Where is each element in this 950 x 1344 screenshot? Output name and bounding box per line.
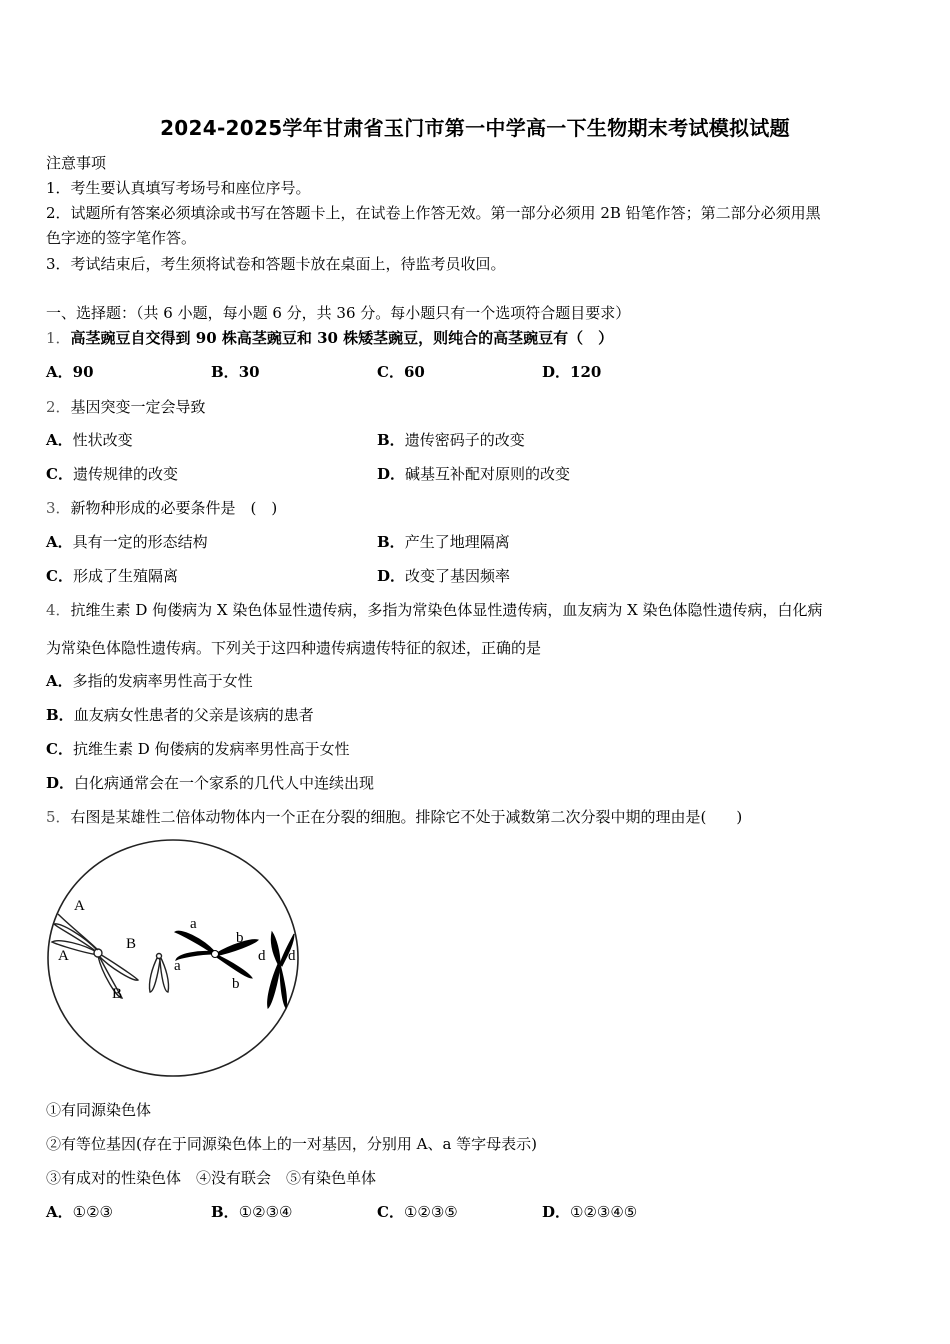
notice-heading: 注意事项 bbox=[46, 154, 107, 172]
gene-label-a: a bbox=[174, 958, 181, 974]
option-b[interactable]: B．产生了地理隔离 bbox=[377, 533, 510, 551]
option-a[interactable]: A．①②③ bbox=[46, 1203, 113, 1221]
gene-label-A: A bbox=[58, 948, 69, 964]
page-title: 2024-2025学年甘肃省玉门市第一中学高一下生物期末考试模拟试题 bbox=[160, 116, 790, 140]
option-a[interactable]: A．具有一定的形态结构 bbox=[46, 533, 208, 551]
chromosome-small bbox=[149, 954, 168, 993]
statement-2: ②有等位基因(存在于同源染色体上的一对基因，分别用 A、a 等字母表示) bbox=[46, 1135, 538, 1153]
chromosome-dd bbox=[268, 932, 294, 1008]
question-number: 2． bbox=[46, 398, 71, 416]
question-stem: 高茎豌豆自交得到 90 株高茎豌豆和 30 株矮茎豌豆，则纯合的高茎豌豆有（ ） bbox=[70, 329, 614, 347]
option-b[interactable]: B．30 bbox=[211, 363, 260, 381]
statement-1: ①有同源染色体 bbox=[46, 1101, 152, 1119]
gene-label-d: d bbox=[258, 948, 266, 964]
notice-item: 2．试题所有答案必须填涂或书写在答题卡上，在试卷上作答无效。第一部分必须用 2B 铅笔作答；第二部分必须用黑 bbox=[46, 204, 821, 222]
section-heading: 一、选择题：（共 6 小题，每小题 6 分，共 36 分。每小题只有一个选项符合题目要求） bbox=[46, 304, 631, 322]
option-b[interactable]: B．血友病女性患者的父亲是该病的患者 bbox=[46, 706, 314, 724]
gene-label-d: d bbox=[288, 948, 296, 964]
question-5 bbox=[46, 806, 742, 827]
question-number: 4． bbox=[46, 601, 71, 619]
option-a[interactable]: A．性状改变 bbox=[46, 431, 133, 449]
option-b[interactable]: B．①②③④ bbox=[211, 1203, 293, 1221]
option-a[interactable]: A．90 bbox=[46, 363, 94, 381]
question-1 bbox=[46, 327, 613, 348]
option-a[interactable]: A．多指的发病率男性高于女性 bbox=[46, 672, 253, 690]
option-c[interactable]: C．形成了生殖隔离 bbox=[46, 567, 178, 585]
question-number: 3． bbox=[46, 499, 71, 517]
statement-3: ③有成对的性染色体 ④没有联会 ⑤有染色单体 bbox=[46, 1169, 377, 1187]
gene-label-B: B bbox=[112, 986, 123, 1002]
gene-label-b: b bbox=[232, 976, 240, 992]
option-d[interactable]: D．白化病通常会在一个家系的几代人中连续出现 bbox=[46, 774, 375, 792]
question-number: 1． bbox=[46, 329, 71, 347]
option-b[interactable]: B．遗传密码子的改变 bbox=[377, 431, 525, 449]
notice-item: 3．考试结束后，考生须将试卷和答题卡放在桌面上，待监考员收回。 bbox=[46, 255, 506, 273]
question-stem-continued: 为常染色体隐性遗传病。下列关于这四种遗传病遗传特征的叙述，正确的是 bbox=[46, 639, 542, 657]
question-3 bbox=[46, 497, 277, 518]
option-c[interactable]: C．抗维生素 D 佝偻病的发病率男性高于女性 bbox=[46, 740, 350, 758]
question-stem: 抗维生素 D 佝偻病为 X 染色体显性遗传病，多指为常染色体显性遗传病，血友病为 X 染色体隐性遗传病，白化病 bbox=[70, 601, 823, 619]
question-stem: 新物种形成的必要条件是 ( ) bbox=[70, 499, 278, 517]
option-c[interactable]: C．60 bbox=[377, 363, 425, 381]
gene-label-b: b bbox=[236, 930, 244, 946]
question-stem: 基因突变一定会导致 bbox=[70, 398, 206, 416]
question-4 bbox=[46, 599, 823, 620]
notice-item: 色字迹的签字笔作答。 bbox=[46, 229, 197, 247]
question-stem: 右图是某雄性二倍体动物体内一个正在分裂的细胞。排除它不处于减数第二次分裂中期的理由是( ) bbox=[70, 808, 743, 826]
gene-label-B: B bbox=[126, 936, 137, 952]
question-2 bbox=[46, 396, 206, 417]
option-c[interactable]: C．①②③⑤ bbox=[377, 1203, 458, 1221]
cell-division-figure bbox=[40, 832, 310, 1084]
gene-label-A: A bbox=[74, 898, 85, 914]
option-d[interactable]: D．改变了基因频率 bbox=[377, 567, 511, 585]
notice-item: 1．考生要认真填写考场号和座位序号。 bbox=[46, 179, 311, 197]
option-d[interactable]: D．120 bbox=[542, 363, 602, 381]
gene-label-a: a bbox=[190, 916, 197, 932]
option-c[interactable]: C．遗传规律的改变 bbox=[46, 465, 178, 483]
chromosome-ab-lower bbox=[175, 931, 258, 978]
option-d[interactable]: D．碱基互补配对原则的改变 bbox=[377, 465, 571, 483]
question-number: 5． bbox=[46, 808, 71, 826]
option-d[interactable]: D．①②③④⑤ bbox=[542, 1203, 638, 1221]
